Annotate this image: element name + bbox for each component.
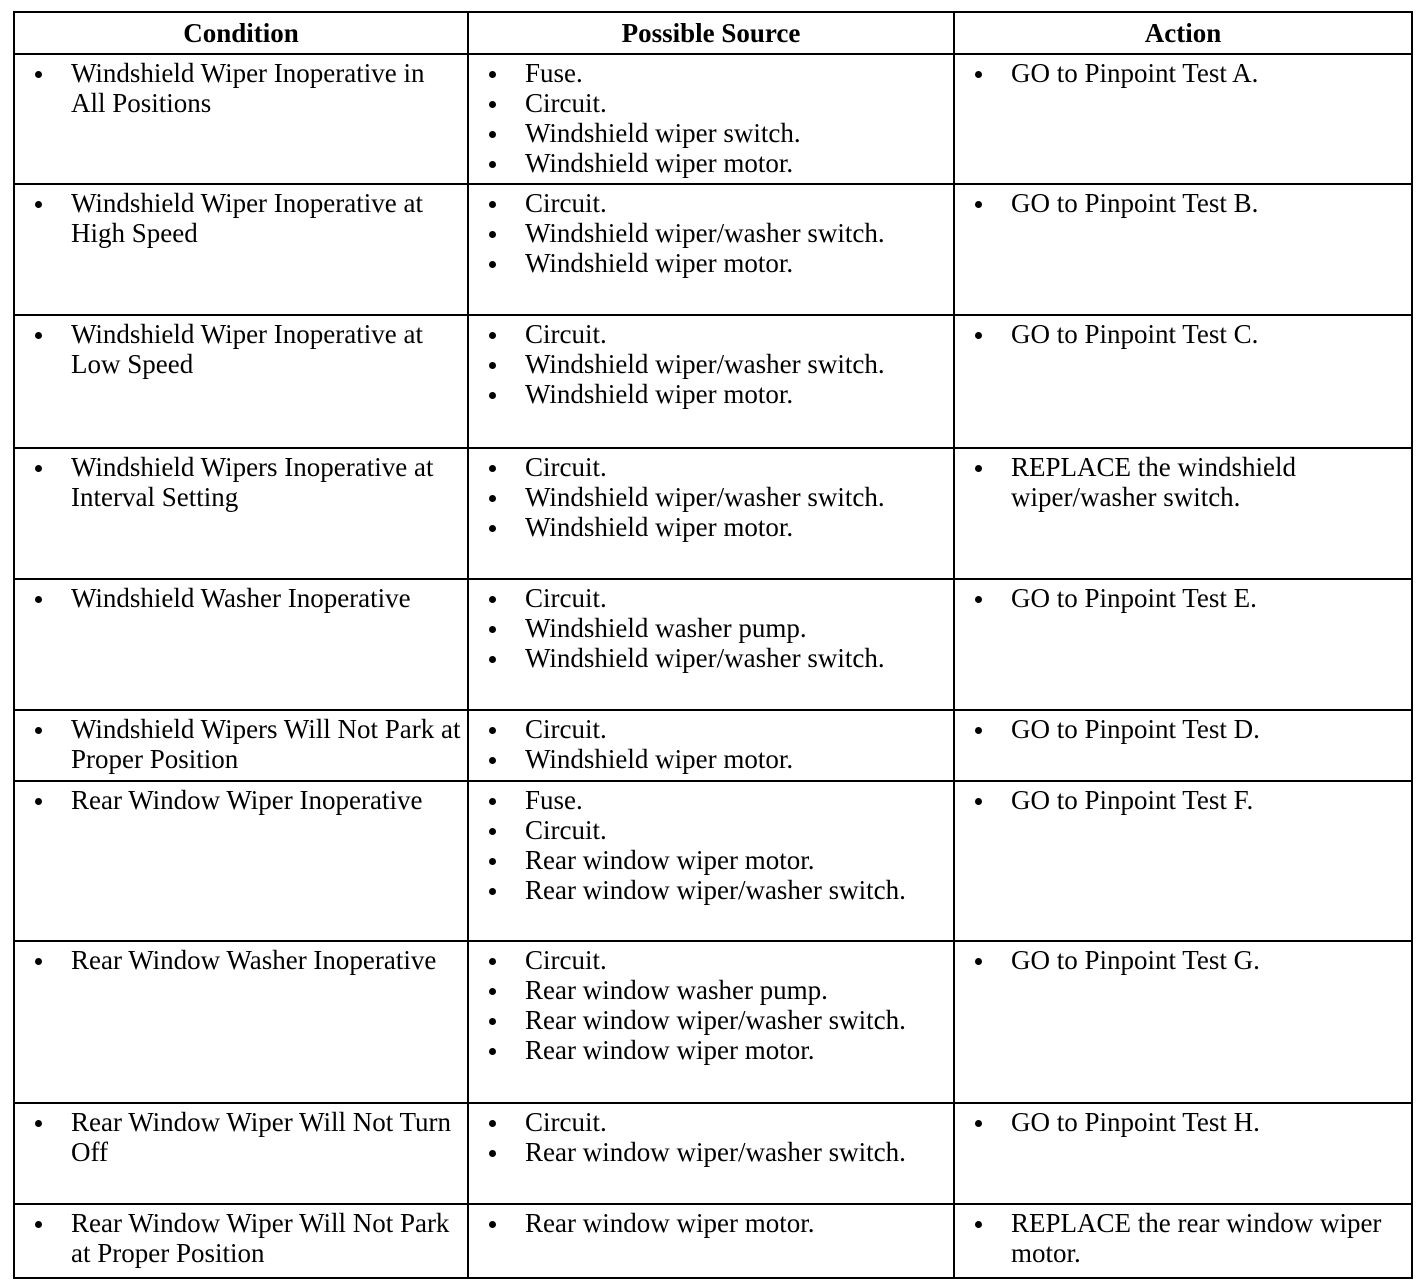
source-item: [479, 1137, 947, 1167]
action-item: [965, 319, 1405, 349]
source-item: [479, 714, 947, 744]
condition-cell: [14, 184, 468, 315]
bullet-icon: [489, 1221, 496, 1228]
table-row: [14, 781, 1412, 941]
action-item: [965, 188, 1405, 218]
header-condition: Condition: [14, 12, 468, 54]
action-item: [965, 714, 1405, 744]
source-item: [479, 613, 947, 643]
bullet-icon: [489, 888, 496, 895]
source-text: Windshield wiper/washer switch.: [525, 643, 885, 673]
possible-source-cell: [468, 1204, 954, 1278]
possible-source-cell: [468, 54, 954, 184]
source-text: Windshield wiper motor.: [525, 248, 794, 278]
condition-text: Rear Window Wiper Will Not Turn Off: [71, 1107, 451, 1167]
condition-text: Windshield Wipers Will Not Park at Proper Position: [71, 714, 461, 774]
action-item: [965, 452, 1405, 512]
condition-text: Windshield Wiper Inoperative in All Positions: [71, 58, 425, 118]
condition-text: Windshield Washer Inoperative: [71, 583, 411, 613]
condition-item: [25, 945, 461, 975]
table-row: [14, 1103, 1412, 1204]
diagnosis-table-container: [13, 11, 1411, 1279]
condition-text: Rear Window Washer Inoperative: [71, 945, 437, 975]
source-text: Rear window washer pump.: [525, 975, 828, 1005]
table-row: [14, 448, 1412, 579]
action-item: [965, 785, 1405, 815]
condition-cell: [14, 781, 468, 941]
table-body: [14, 54, 1412, 1278]
bullet-icon: [489, 1150, 496, 1157]
action-list: [965, 785, 1405, 815]
source-text: Windshield wiper motor.: [525, 744, 794, 774]
bullet-icon: [489, 261, 496, 268]
condition-list: [25, 452, 461, 512]
condition-cell: [14, 579, 468, 710]
source-item: [479, 1035, 947, 1065]
condition-item: [25, 714, 461, 774]
bullet-icon: [489, 131, 496, 138]
action-text: GO to Pinpoint Test A.: [1011, 58, 1259, 88]
action-cell: [954, 781, 1412, 941]
bullet-icon: [489, 858, 496, 865]
source-item: [479, 1107, 947, 1137]
source-text: Windshield wiper motor.: [525, 379, 794, 409]
possible-source-cell: [468, 1103, 954, 1204]
action-list: [965, 583, 1405, 613]
condition-list: [25, 1107, 461, 1167]
source-text: Circuit.: [525, 945, 607, 975]
bullet-icon: [489, 798, 496, 805]
condition-cell: [14, 315, 468, 448]
source-text: Circuit.: [525, 188, 607, 218]
action-cell: [954, 579, 1412, 710]
source-list: [479, 714, 947, 774]
action-cell: [954, 1103, 1412, 1204]
action-text: GO to Pinpoint Test B.: [1011, 188, 1259, 218]
bullet-icon: [489, 71, 496, 78]
action-text: REPLACE the rear window wiper motor.: [1011, 1208, 1382, 1268]
source-item: [479, 875, 947, 905]
action-cell: [954, 54, 1412, 184]
condition-text: Rear Window Wiper Inoperative: [71, 785, 423, 815]
bullet-icon: [489, 201, 496, 208]
action-list: [965, 58, 1405, 88]
action-list: [965, 1208, 1405, 1268]
condition-cell: [14, 54, 468, 184]
bullet-icon: [975, 71, 982, 78]
bullet-icon: [489, 1018, 496, 1025]
possible-source-cell: [468, 781, 954, 941]
source-text: Rear window wiper motor.: [525, 1208, 815, 1238]
action-list: [965, 945, 1405, 975]
condition-cell: [14, 1103, 468, 1204]
action-text: GO to Pinpoint Test H.: [1011, 1107, 1260, 1137]
source-item: [479, 88, 947, 118]
source-text: Circuit.: [525, 583, 607, 613]
source-item: [479, 1208, 947, 1238]
table-row: [14, 710, 1412, 781]
bullet-icon: [489, 1048, 496, 1055]
source-text: Rear window wiper/washer switch.: [525, 875, 906, 905]
header-action: Action: [954, 12, 1412, 54]
source-item: [479, 452, 947, 482]
source-text: Circuit.: [525, 452, 607, 482]
source-item: [479, 785, 947, 815]
condition-text: Windshield Wipers Inoperative at Interval Setting: [71, 452, 434, 512]
table-row: [14, 54, 1412, 184]
action-text: REPLACE the windshield wiper/washer switch.: [1011, 452, 1296, 512]
source-item: [479, 643, 947, 673]
action-text: GO to Pinpoint Test D.: [1011, 714, 1260, 744]
bullet-icon: [35, 71, 42, 78]
source-item: [479, 815, 947, 845]
action-list: [965, 452, 1405, 512]
source-item: [479, 188, 947, 218]
bullet-icon: [975, 201, 982, 208]
source-text: Rear window wiper motor.: [525, 845, 815, 875]
source-list: [479, 1107, 947, 1167]
action-item: [965, 58, 1405, 88]
table-row: [14, 315, 1412, 448]
bullet-icon: [489, 362, 496, 369]
source-item: [479, 482, 947, 512]
bullet-icon: [489, 495, 496, 502]
source-text: Fuse.: [525, 58, 583, 88]
header-row: [14, 12, 1412, 54]
condition-cell: [14, 1204, 468, 1278]
source-item: [479, 975, 947, 1005]
bullet-icon: [489, 757, 496, 764]
bullet-icon: [35, 596, 42, 603]
action-list: [965, 188, 1405, 218]
source-text: Rear window wiper/washer switch.: [525, 1137, 906, 1167]
source-item: [479, 148, 947, 178]
source-text: Circuit.: [525, 815, 607, 845]
bullet-icon: [35, 332, 42, 339]
condition-item: [25, 319, 461, 379]
action-cell: [954, 1204, 1412, 1278]
source-item: [479, 349, 947, 379]
bullet-icon: [489, 958, 496, 965]
source-item: [479, 845, 947, 875]
source-item: [479, 512, 947, 542]
condition-list: [25, 1208, 461, 1268]
action-item: [965, 1208, 1405, 1268]
action-item: [965, 583, 1405, 613]
bullet-icon: [975, 1221, 982, 1228]
source-list: [479, 785, 947, 905]
condition-text: Windshield Wiper Inoperative at Low Speed: [71, 319, 423, 379]
source-list: [479, 583, 947, 673]
source-item: [479, 248, 947, 278]
condition-item: [25, 1208, 461, 1268]
source-text: Windshield wiper switch.: [525, 118, 801, 148]
condition-text: Rear Window Wiper Will Not Park at Proper Position: [71, 1208, 450, 1268]
bullet-icon: [975, 727, 982, 734]
source-item: [479, 319, 947, 349]
source-text: Fuse.: [525, 785, 583, 815]
condition-list: [25, 945, 461, 975]
condition-list: [25, 58, 461, 118]
bullet-icon: [489, 656, 496, 663]
source-text: Windshield wiper motor.: [525, 512, 794, 542]
source-list: [479, 1208, 947, 1238]
source-text: Circuit.: [525, 319, 607, 349]
condition-list: [25, 785, 461, 815]
table-row: [14, 579, 1412, 710]
condition-cell: [14, 448, 468, 579]
action-cell: [954, 448, 1412, 579]
bullet-icon: [489, 465, 496, 472]
source-list: [479, 945, 947, 1065]
condition-item: [25, 785, 461, 815]
bullet-icon: [489, 392, 496, 399]
possible-source-cell: [468, 941, 954, 1103]
diagnosis-table: [13, 11, 1413, 1279]
possible-source-cell: [468, 315, 954, 448]
source-list: [479, 58, 947, 178]
condition-list: [25, 319, 461, 379]
action-cell: [954, 710, 1412, 781]
bullet-icon: [35, 727, 42, 734]
source-item: [479, 1005, 947, 1035]
bullet-icon: [489, 596, 496, 603]
possible-source-cell: [468, 448, 954, 579]
bullet-icon: [975, 958, 982, 965]
bullet-icon: [489, 828, 496, 835]
bullet-icon: [35, 958, 42, 965]
source-list: [479, 452, 947, 542]
bullet-icon: [975, 332, 982, 339]
action-cell: [954, 941, 1412, 1103]
source-text: Windshield wiper/washer switch.: [525, 482, 885, 512]
source-text: Circuit.: [525, 1107, 607, 1137]
source-list: [479, 188, 947, 278]
condition-cell: [14, 941, 468, 1103]
source-list: [479, 319, 947, 409]
bullet-icon: [489, 1120, 496, 1127]
action-list: [965, 319, 1405, 349]
bullet-icon: [35, 798, 42, 805]
source-text: Windshield wiper/washer switch.: [525, 218, 885, 248]
source-text: Rear window wiper motor.: [525, 1035, 815, 1065]
condition-item: [25, 1107, 461, 1167]
action-item: [965, 1107, 1405, 1137]
action-text: GO to Pinpoint Test C.: [1011, 319, 1259, 349]
bullet-icon: [489, 161, 496, 168]
possible-source-cell: [468, 184, 954, 315]
action-item: [965, 945, 1405, 975]
bullet-icon: [975, 465, 982, 472]
source-text: Circuit.: [525, 714, 607, 744]
header-possible-source: Possible Source: [468, 12, 954, 54]
bullet-icon: [35, 1221, 42, 1228]
action-text: GO to Pinpoint Test E.: [1011, 583, 1257, 613]
bullet-icon: [489, 332, 496, 339]
bullet-icon: [489, 988, 496, 995]
condition-list: [25, 583, 461, 613]
source-text: Rear window wiper/washer switch.: [525, 1005, 906, 1035]
source-item: [479, 58, 947, 88]
bullet-icon: [489, 101, 496, 108]
condition-list: [25, 714, 461, 774]
bullet-icon: [489, 231, 496, 238]
action-list: [965, 1107, 1405, 1137]
bullet-icon: [35, 1120, 42, 1127]
condition-item: [25, 583, 461, 613]
table-row: [14, 1204, 1412, 1278]
condition-cell: [14, 710, 468, 781]
source-text: Windshield wiper motor.: [525, 148, 794, 178]
action-text: GO to Pinpoint Test G.: [1011, 945, 1260, 975]
bullet-icon: [35, 201, 42, 208]
source-item: [479, 744, 947, 774]
table-row: [14, 941, 1412, 1103]
source-item: [479, 945, 947, 975]
source-text: Windshield wiper/washer switch.: [525, 349, 885, 379]
possible-source-cell: [468, 579, 954, 710]
condition-text: Windshield Wiper Inoperative at High Speed: [71, 188, 423, 248]
bullet-icon: [975, 798, 982, 805]
source-item: [479, 583, 947, 613]
condition-item: [25, 188, 461, 248]
bullet-icon: [489, 525, 496, 532]
condition-item: [25, 452, 461, 512]
bullet-icon: [975, 596, 982, 603]
source-item: [479, 118, 947, 148]
bullet-icon: [975, 1120, 982, 1127]
bullet-icon: [35, 465, 42, 472]
source-item: [479, 379, 947, 409]
bullet-icon: [489, 727, 496, 734]
condition-item: [25, 58, 461, 118]
source-text: Circuit.: [525, 88, 607, 118]
source-text: Windshield washer pump.: [525, 613, 807, 643]
action-list: [965, 714, 1405, 744]
condition-list: [25, 188, 461, 248]
action-cell: [954, 184, 1412, 315]
action-text: GO to Pinpoint Test F.: [1011, 785, 1254, 815]
possible-source-cell: [468, 710, 954, 781]
bullet-icon: [489, 626, 496, 633]
table-row: [14, 184, 1412, 315]
action-cell: [954, 315, 1412, 448]
source-item: [479, 218, 947, 248]
